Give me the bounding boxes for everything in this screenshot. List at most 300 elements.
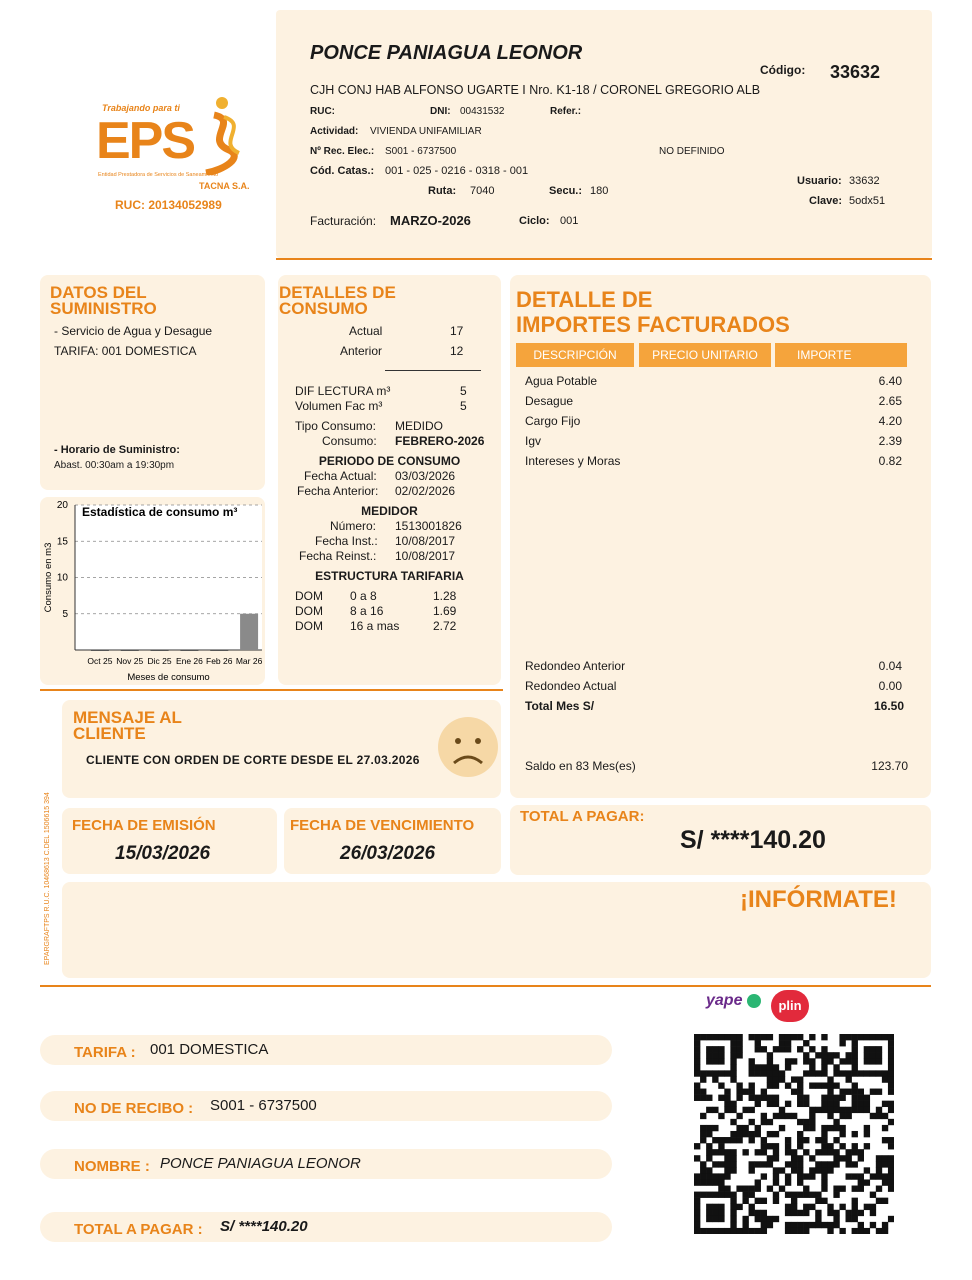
- qr-module: [761, 1228, 767, 1234]
- qr-module: [797, 1167, 803, 1173]
- qr-module: [742, 1198, 748, 1204]
- qr-module: [876, 1198, 882, 1204]
- importe-desc: Igv: [525, 434, 542, 448]
- qr-module: [809, 1064, 815, 1070]
- qr-module: [797, 1131, 803, 1137]
- qr-module: [724, 1192, 730, 1198]
- qr-module: [706, 1125, 712, 1131]
- chart-x-tick-label: Feb 26: [206, 656, 233, 666]
- qr-module: [803, 1149, 809, 1155]
- qr-module: [827, 1101, 833, 1107]
- qr-module: [785, 1058, 791, 1064]
- chart-y-tick-label: 10: [56, 572, 68, 584]
- bottom-nombre-label: NOMBRE :: [74, 1158, 150, 1175]
- qr-module: [694, 1040, 700, 1046]
- qr-module: [827, 1125, 833, 1131]
- qr-module: [791, 1198, 797, 1204]
- qr-module: [755, 1125, 761, 1131]
- qr-module: [846, 1216, 852, 1222]
- qr-module: [876, 1173, 882, 1179]
- qr-module: [888, 1161, 894, 1167]
- qr-module: [839, 1095, 845, 1101]
- qr-module: [815, 1052, 821, 1058]
- qr-module: [742, 1222, 748, 1228]
- qr-module: [706, 1173, 712, 1179]
- qr-module: [846, 1034, 852, 1040]
- qr-module: [882, 1125, 888, 1131]
- qr-module: [712, 1052, 718, 1058]
- mensaje-title-2: CLIENTE: [73, 724, 146, 743]
- redondeo-ant-value: 0.04: [878, 659, 902, 673]
- bottom-nombre: [40, 1149, 612, 1179]
- qr-module: [694, 1216, 700, 1222]
- qr-module: [736, 1113, 742, 1119]
- qr-module: [761, 1089, 767, 1095]
- qr-module: [852, 1034, 858, 1040]
- qr-module: [803, 1186, 809, 1192]
- qr-module: [870, 1034, 876, 1040]
- reinst-value: 10/08/2017: [395, 549, 456, 563]
- qr-module: [870, 1058, 876, 1064]
- qr-module: [694, 1052, 700, 1058]
- tarifa-cat: DOM: [295, 619, 323, 633]
- qr-module: [858, 1101, 864, 1107]
- estructura-title: ESTRUCTURA TARIFARIA: [315, 569, 464, 583]
- qr-module: [785, 1179, 791, 1185]
- tarifa-price: 2.72: [433, 619, 457, 633]
- qr-module: [864, 1034, 870, 1040]
- numero-value: 1513001826: [395, 519, 462, 533]
- qr-module: [749, 1210, 755, 1216]
- qr-module: [724, 1167, 730, 1173]
- qr-module: [809, 1192, 815, 1198]
- qr-module: [864, 1107, 870, 1113]
- qr-module: [858, 1107, 864, 1113]
- qr-module: [718, 1046, 724, 1052]
- qr-module: [779, 1113, 785, 1119]
- qr-module: [718, 1143, 724, 1149]
- qr-module: [846, 1149, 852, 1155]
- qr-module: [839, 1186, 845, 1192]
- qr-module: [852, 1143, 858, 1149]
- qr-module: [809, 1125, 815, 1131]
- qr-module: [846, 1052, 852, 1058]
- qr-module: [797, 1034, 803, 1040]
- bottom-total: [40, 1212, 612, 1242]
- qr-module: [724, 1228, 730, 1234]
- qr-module: [827, 1222, 833, 1228]
- qr-module: [797, 1082, 803, 1088]
- mensaje-text: CLIENTE CON ORDEN DE CORTE DESDE EL 27.03.2026: [86, 753, 420, 767]
- qr-module: [839, 1228, 845, 1234]
- col-precio: PRECIO UNITARIO: [639, 343, 771, 367]
- qr-module: [730, 1167, 736, 1173]
- qr-module: [749, 1064, 755, 1070]
- qr-module: [864, 1179, 870, 1185]
- numero-label: Número:: [330, 519, 377, 533]
- qr-module: [773, 1198, 779, 1204]
- qr-module: [888, 1076, 894, 1082]
- qr-module: [779, 1107, 785, 1113]
- qr-module: [779, 1046, 785, 1052]
- qr-module: [724, 1161, 730, 1167]
- qr-module: [700, 1095, 706, 1101]
- qr-module: [718, 1216, 724, 1222]
- qr-module: [827, 1095, 833, 1101]
- qr-module: [767, 1216, 773, 1222]
- qr-module: [755, 1034, 761, 1040]
- qr-module: [712, 1076, 718, 1082]
- qr-module: [815, 1192, 821, 1198]
- qr-module: [839, 1070, 845, 1076]
- qr-module: [730, 1070, 736, 1076]
- qr-module: [876, 1186, 882, 1192]
- address: CJH CONJ HAB ALFONSO UGARTE I Nro. K1-18 / CORONEL GREGORIO ALB: [310, 83, 761, 97]
- qr-module: [852, 1131, 858, 1137]
- qr-module: [767, 1143, 773, 1149]
- importe-value: 4.20: [878, 414, 902, 428]
- qr-module: [761, 1173, 767, 1179]
- codigo-value: 33632: [830, 62, 881, 82]
- qr-module: [833, 1119, 839, 1125]
- qr-module: [749, 1089, 755, 1095]
- qr-module: [821, 1149, 827, 1155]
- qr-module: [870, 1070, 876, 1076]
- qr-module: [767, 1161, 773, 1167]
- qr-module: [761, 1149, 767, 1155]
- anterior-value: 12: [450, 344, 464, 358]
- qr-module: [803, 1052, 809, 1058]
- qr-module: [761, 1198, 767, 1204]
- qr-module: [712, 1034, 718, 1040]
- qr-module: [742, 1089, 748, 1095]
- tarifa-cat: DOM: [295, 589, 323, 603]
- qr-module: [791, 1192, 797, 1198]
- qr-module: [864, 1131, 870, 1137]
- qr-module: [700, 1179, 706, 1185]
- bottom-total-label: TOTAL A PAGAR :: [74, 1221, 203, 1238]
- actividad-value: VIVIENDA UNIFAMILIAR: [370, 126, 482, 137]
- plin-text: plin: [778, 998, 802, 1013]
- qr-module: [779, 1034, 785, 1040]
- qr-module: [876, 1107, 882, 1113]
- chart-x-tick-label: Nov 25: [116, 656, 144, 666]
- qr-module: [839, 1058, 845, 1064]
- qr-module: [888, 1119, 894, 1125]
- qr-module: [858, 1155, 864, 1161]
- qr-module: [700, 1034, 706, 1040]
- chart-bar: [210, 650, 228, 651]
- qr-module: [755, 1095, 761, 1101]
- qr-module: [876, 1228, 882, 1234]
- qr-module: [797, 1089, 803, 1095]
- qr-module: [694, 1095, 700, 1101]
- chart-title: Estadística de consumo m³: [82, 505, 238, 519]
- ruta-value: 7040: [470, 185, 495, 197]
- qr-module: [888, 1052, 894, 1058]
- qr-module: [712, 1228, 718, 1234]
- qr-module: [852, 1186, 858, 1192]
- qr-module: [864, 1052, 870, 1058]
- mid-divider: [40, 689, 503, 691]
- qr-module: [694, 1228, 700, 1234]
- qr-module: [815, 1137, 821, 1143]
- qr-module: [821, 1173, 827, 1179]
- qr-module: [749, 1119, 755, 1125]
- cod-catas-value: 001 - 025 - 0216 - 0318 - 001: [385, 165, 529, 177]
- qr-module: [730, 1046, 736, 1052]
- total-mes-label: Total Mes S/: [525, 699, 595, 713]
- qr-module: [821, 1046, 827, 1052]
- clave-label: Clave:: [809, 195, 843, 207]
- qr-module: [791, 1228, 797, 1234]
- servicio-text: - Servicio de Agua y Desague: [54, 324, 213, 338]
- qr-module: [730, 1216, 736, 1222]
- qr-module: [694, 1082, 700, 1088]
- bottom-tarifa: [40, 1035, 612, 1065]
- qr-module: [755, 1210, 761, 1216]
- importe-value: 2.65: [878, 394, 902, 408]
- qr-module: [773, 1101, 779, 1107]
- bottom-divider: [40, 985, 931, 987]
- qr-module: [858, 1210, 864, 1216]
- qr-module: [767, 1222, 773, 1228]
- qr-module: [888, 1089, 894, 1095]
- qr-module: [706, 1192, 712, 1198]
- qr-module: [779, 1167, 785, 1173]
- qr-module: [852, 1149, 858, 1155]
- qr-module: [852, 1046, 858, 1052]
- qr-module: [833, 1149, 839, 1155]
- ciclo-value: 001: [560, 215, 579, 227]
- qr-module: [821, 1070, 827, 1076]
- qr-module: [761, 1070, 767, 1076]
- qr-module: [839, 1040, 845, 1046]
- qr-module: [755, 1179, 761, 1185]
- qr-module: [882, 1179, 888, 1185]
- qr-module: [718, 1228, 724, 1234]
- qr-module: [809, 1082, 815, 1088]
- actual-label: Actual: [349, 324, 383, 338]
- qr-module: [749, 1034, 755, 1040]
- qr-module: [858, 1173, 864, 1179]
- qr-module: [736, 1125, 742, 1131]
- qr-module: [833, 1222, 839, 1228]
- total-mes-value: 16.50: [873, 699, 904, 713]
- qr-module: [730, 1149, 736, 1155]
- qr-module: [803, 1210, 809, 1216]
- qr-module: [815, 1070, 821, 1076]
- qr-module: [694, 1143, 700, 1149]
- qr-module: [773, 1167, 779, 1173]
- qr-module: [803, 1137, 809, 1143]
- col-importe: IMPORTE: [775, 343, 907, 367]
- suministro-title-1: DATOS DEL: [50, 283, 147, 302]
- qr-module: [718, 1070, 724, 1076]
- qr-module: [773, 1143, 779, 1149]
- qr-module: [821, 1143, 827, 1149]
- qr-module: [833, 1137, 839, 1143]
- qr-module: [706, 1143, 712, 1149]
- qr-module: [730, 1119, 736, 1125]
- bottom-recibo: [40, 1091, 612, 1121]
- qr-module: [815, 1222, 821, 1228]
- qr-module: [821, 1161, 827, 1167]
- qr-module: [767, 1186, 773, 1192]
- qr-module: [803, 1119, 809, 1125]
- qr-module: [718, 1204, 724, 1210]
- qr-module: [700, 1228, 706, 1234]
- qr-module: [742, 1216, 748, 1222]
- qr-module: [797, 1179, 803, 1185]
- qr-module: [815, 1198, 821, 1204]
- qr-module: [706, 1210, 712, 1216]
- qr-module: [858, 1034, 864, 1040]
- qr-module: [797, 1173, 803, 1179]
- qr-module: [797, 1137, 803, 1143]
- qr-module: [712, 1161, 718, 1167]
- qr-module: [852, 1198, 858, 1204]
- qr-module: [694, 1222, 700, 1228]
- qr-module: [755, 1186, 761, 1192]
- qr-module: [724, 1034, 730, 1040]
- qr-module: [755, 1161, 761, 1167]
- qr-module: [846, 1155, 852, 1161]
- qr-module: [785, 1149, 791, 1155]
- qr-module: [876, 1046, 882, 1052]
- qr-module: [785, 1210, 791, 1216]
- qr-module: [827, 1082, 833, 1088]
- qr-module: [706, 1167, 712, 1173]
- sad-face-icon: [436, 715, 500, 779]
- qr-module: [706, 1052, 712, 1058]
- qr-module: [888, 1107, 894, 1113]
- qr-module: [803, 1095, 809, 1101]
- tarifa-price: 1.69: [433, 604, 457, 618]
- qr-module: [785, 1113, 791, 1119]
- chart-bar: [91, 650, 109, 651]
- qr-module: [821, 1095, 827, 1101]
- qr-module: [839, 1113, 845, 1119]
- qr-code-icon[interactable]: [694, 1034, 894, 1234]
- qr-module: [803, 1228, 809, 1234]
- qr-module: [749, 1192, 755, 1198]
- qr-module: [797, 1161, 803, 1167]
- qr-module: [882, 1161, 888, 1167]
- qr-module: [761, 1216, 767, 1222]
- tarifa-price: 1.28: [433, 589, 457, 603]
- qr-module: [821, 1137, 827, 1143]
- qr-module: [852, 1089, 858, 1095]
- qr-module: [809, 1119, 815, 1125]
- importe-value: 6.40: [878, 374, 902, 388]
- qr-module: [700, 1089, 706, 1095]
- codigo-label: Código:: [760, 63, 806, 77]
- qr-module: [755, 1101, 761, 1107]
- qr-module: [809, 1034, 815, 1040]
- qr-module: [846, 1058, 852, 1064]
- qr-module: [761, 1046, 767, 1052]
- qr-module: [767, 1064, 773, 1070]
- qr-module: [858, 1228, 864, 1234]
- qr-module: [827, 1210, 833, 1216]
- importes-title-1: DETALLE DE: [516, 287, 653, 312]
- qr-module: [821, 1186, 827, 1192]
- qr-module: [700, 1167, 706, 1173]
- chart-y-tick-label: 5: [62, 608, 68, 620]
- qr-module: [694, 1089, 700, 1095]
- qr-module: [858, 1095, 864, 1101]
- qr-module: [791, 1113, 797, 1119]
- qr-module: [761, 1137, 767, 1143]
- qr-module: [706, 1058, 712, 1064]
- qr-module: [785, 1192, 791, 1198]
- qr-module: [742, 1107, 748, 1113]
- qr-module: [767, 1070, 773, 1076]
- qr-module: [852, 1095, 858, 1101]
- vol-label: Volumen Fac m³: [295, 399, 383, 413]
- qr-module: [791, 1167, 797, 1173]
- qr-module: [706, 1131, 712, 1137]
- dni-label: DNI:: [430, 106, 451, 117]
- qr-module: [736, 1082, 742, 1088]
- chart-y-tick-label: 20: [56, 500, 68, 511]
- medidor-title: MEDIDOR: [361, 504, 418, 518]
- qr-module: [803, 1070, 809, 1076]
- qr-module: [821, 1125, 827, 1131]
- chart-y-tick-label: 15: [56, 536, 68, 548]
- qr-module: [846, 1089, 852, 1095]
- vol-value: 5: [460, 399, 467, 413]
- qr-module: [846, 1173, 852, 1179]
- qr-module: [712, 1216, 718, 1222]
- qr-module: [882, 1173, 888, 1179]
- qr-module: [749, 1137, 755, 1143]
- fecha-actual-label: Fecha Actual:: [304, 469, 377, 483]
- qr-module: [809, 1113, 815, 1119]
- qr-module: [773, 1070, 779, 1076]
- qr-module: [791, 1222, 797, 1228]
- qr-module: [767, 1101, 773, 1107]
- qr-module: [767, 1131, 773, 1137]
- tarifa-cat: DOM: [295, 604, 323, 618]
- qr-module: [779, 1125, 785, 1131]
- qr-module: [694, 1058, 700, 1064]
- qr-module: [694, 1210, 700, 1216]
- facturacion-label: Facturación:: [310, 214, 377, 228]
- qr-module: [852, 1082, 858, 1088]
- qr-module: [718, 1058, 724, 1064]
- qr-module: [773, 1095, 779, 1101]
- ruc-label: RUC:: [310, 106, 335, 117]
- qr-module: [730, 1107, 736, 1113]
- qr-module: [815, 1216, 821, 1222]
- qr-module: [797, 1119, 803, 1125]
- redondeo-act-label: Redondeo Actual: [525, 679, 617, 693]
- qr-module: [864, 1095, 870, 1101]
- qr-module: [773, 1082, 779, 1088]
- qr-module: [785, 1161, 791, 1167]
- qr-module: [785, 1064, 791, 1070]
- qr-module: [876, 1070, 882, 1076]
- qr-module: [761, 1119, 767, 1125]
- eps-logo: [96, 95, 256, 220]
- qr-module: [888, 1137, 894, 1143]
- qr-module: [864, 1167, 870, 1173]
- qr-module: [730, 1101, 736, 1107]
- qr-module: [755, 1198, 761, 1204]
- qr-module: [846, 1076, 852, 1082]
